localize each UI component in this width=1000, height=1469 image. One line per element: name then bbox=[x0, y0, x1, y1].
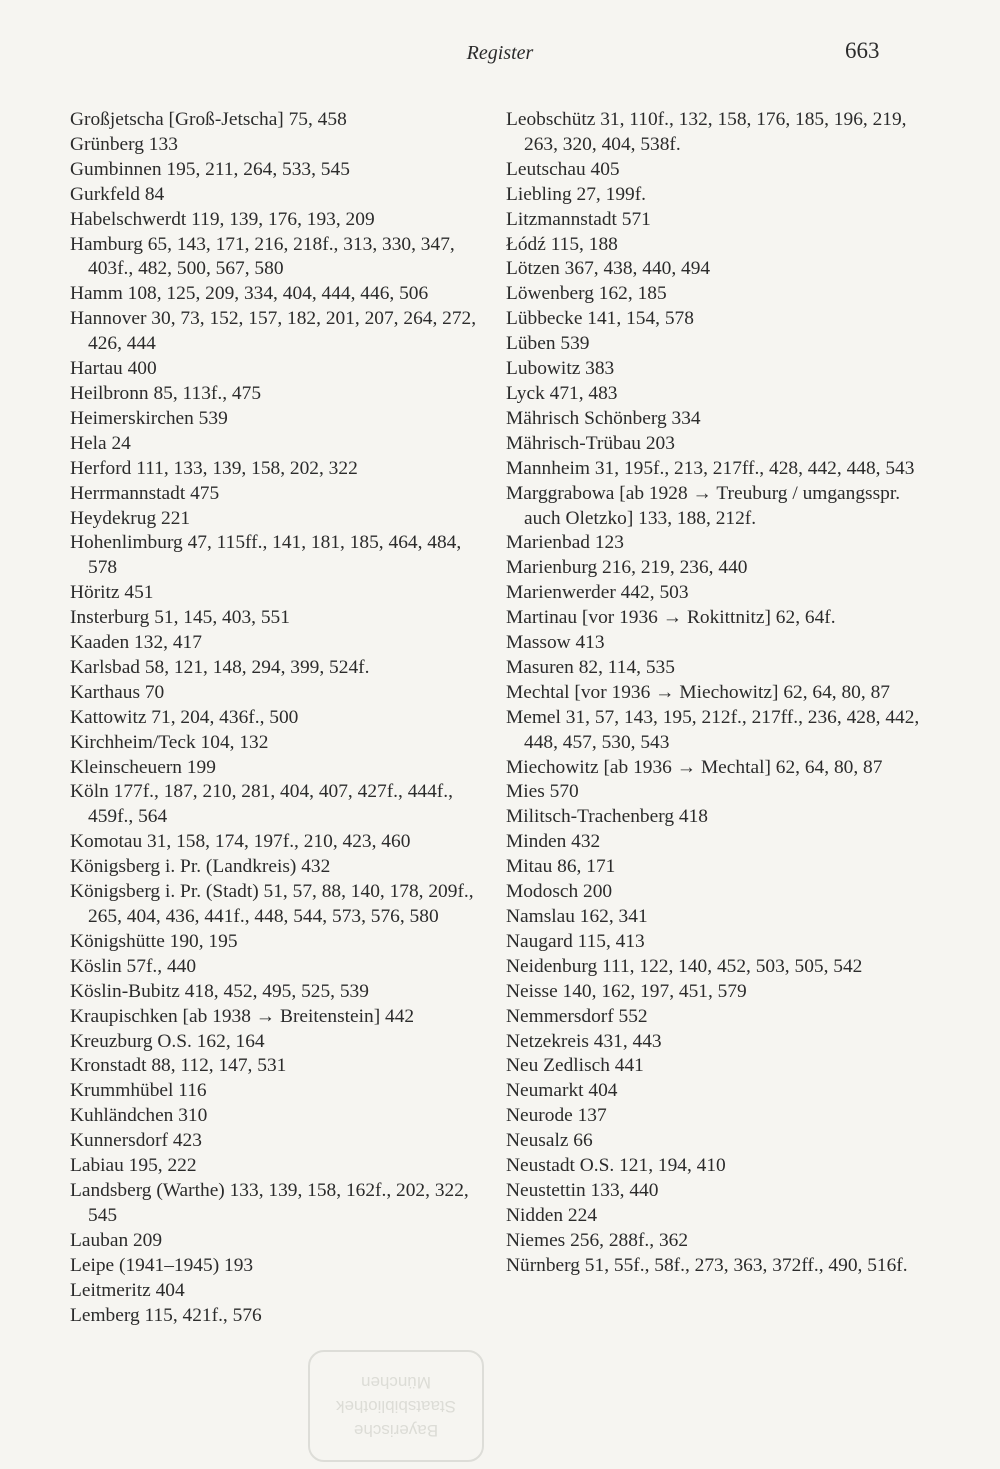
index-entry: Gumbinnen 195, 211, 264, 533, 545 bbox=[70, 158, 350, 180]
index-entry: Heilbronn 85, 113f., 475 bbox=[70, 382, 262, 404]
index-entry: Hamburg 65, 143, 171, 216, 218f., 313, 330, 347, 403f., 482, 500, 567, 580 bbox=[70, 233, 455, 280]
index-entry: Lyck 471, 483 bbox=[506, 382, 618, 404]
index-entry: Landsberg (Warthe) 133, 139, 158, 162f., 202, 322, 545 bbox=[70, 1179, 469, 1226]
index-column-left bbox=[70, 108, 495, 1328]
index-entry: Mährisch-Trübau 203 bbox=[506, 432, 675, 454]
index-entry: Leobschütz 31, 110f., 132, 158, 176, 185, 196, 219, 263, 320, 404, 538f. bbox=[506, 109, 907, 155]
index-entry: Karlsbad 58, 121, 148, 294, 399, 524f. bbox=[70, 656, 370, 678]
index-entry: Namslau 162, 341 bbox=[506, 906, 648, 927]
index-entry: Krummhübel 116 bbox=[70, 1080, 207, 1102]
index-entry: Hohenlimburg 47, 115ff., 141, 181, 185, 464, 484, 578 bbox=[70, 532, 462, 579]
index-entry: Lötzen 367, 438, 440, 494 bbox=[506, 258, 711, 280]
index-entry: Heimerskirchen 539 bbox=[70, 407, 228, 429]
index-entry: Niemes 256, 288f., 362 bbox=[506, 1229, 689, 1251]
index-entry: Kuhländchen 310 bbox=[70, 1105, 208, 1127]
index-entry: Köslin-Bubitz 418, 452, 495, 525, 539 bbox=[70, 980, 369, 1002]
index-entry: Königsberg i. Pr. (Landkreis) 432 bbox=[70, 856, 331, 878]
index-entry: Neisse 140, 162, 197, 451, 579 bbox=[506, 980, 747, 1002]
index-entry: Heydekrug 221 bbox=[70, 507, 191, 529]
index-entry: Nidden 224 bbox=[506, 1204, 598, 1226]
index-entry: Löwenberg 162, 185 bbox=[506, 283, 667, 305]
index-entry: Marienburg 216, 219, 236, 440 bbox=[506, 557, 748, 579]
index-entry: Lübbecke 141, 154, 578 bbox=[506, 308, 694, 330]
index-entry: Naugard 115, 413 bbox=[506, 930, 645, 952]
index-entry: Kattowitz 71, 204, 436f., 500 bbox=[70, 706, 299, 728]
index-entry: Kraupischken [ab 1938 → Breitenstein] 442 bbox=[70, 1005, 415, 1027]
index-entry: Hannover 30, 73, 152, 157, 182, 201, 207, 264, 272, 426, 444 bbox=[70, 308, 477, 355]
index-entry: Leutschau 405 bbox=[506, 158, 620, 180]
index-entry: Kleinscheuern 199 bbox=[70, 756, 216, 778]
index-entry: Neusalz 66 bbox=[506, 1130, 593, 1152]
index-entry: Karthaus 70 bbox=[70, 681, 165, 703]
index-entry: Hamm 108, 125, 209, 334, 404, 444, 446, 506 bbox=[70, 283, 429, 305]
index-entry: Neurode 137 bbox=[506, 1105, 607, 1127]
index-entry: Kirchheim/Teck 104, 132 bbox=[70, 731, 269, 753]
index-entry: Kreuzburg O.S. 162, 164 bbox=[70, 1030, 265, 1052]
index-entry: Massow 413 bbox=[506, 632, 605, 654]
index-entry: Liebling 27, 199f. bbox=[506, 183, 647, 205]
index-entry: Netzekreis 431, 443 bbox=[506, 1030, 662, 1052]
index-entry: Lüben 539 bbox=[506, 333, 590, 355]
index-entry: Hela 24 bbox=[70, 432, 131, 454]
index-entry: Labiau 195, 222 bbox=[70, 1155, 197, 1177]
index-entry: Minden 432 bbox=[506, 831, 601, 853]
index-entry: Modosch 200 bbox=[506, 881, 613, 903]
running-header-title: Register bbox=[466, 42, 534, 64]
index-entry: Neustadt O.S. 121, 194, 410 bbox=[506, 1155, 726, 1177]
index-entry: Marienbad 123 bbox=[506, 532, 624, 554]
index-entry: Kunnersdorf 423 bbox=[70, 1130, 202, 1152]
index-entry: Kaaden 132, 417 bbox=[70, 632, 202, 654]
index-entry: Lauban 209 bbox=[70, 1229, 163, 1251]
stamp-line: Bayerische bbox=[353, 1421, 439, 1440]
index-entry: Nürnberg 51, 55f., 58f., 273, 363, 372ff., 490, 516f. bbox=[506, 1254, 908, 1276]
index-entry: Militsch-Trachenberg 418 bbox=[506, 806, 708, 828]
index-entry: Hartau 400 bbox=[70, 358, 157, 380]
index-entry: Martinau [vor 1936 → Rokittnitz] 62, 64f. bbox=[506, 607, 836, 629]
index-entry: Herrmannstadt 475 bbox=[70, 482, 220, 504]
index-entry: Köln 177f., 187, 210, 281, 404, 407, 427f., 444f., 459f., 564 bbox=[70, 781, 453, 828]
stamp-line: Staatsbibliothek bbox=[335, 1397, 457, 1416]
index-entry: Leipe (1941–1945) 193 bbox=[70, 1254, 254, 1276]
index-entry: Königsberg i. Pr. (Stadt) 51, 57, 88, 140, 178, 209f., 265, 404, 436, 441f., 448, 544, 573, 576, 580 bbox=[70, 881, 474, 927]
index-entry: Memel 31, 57, 143, 195, 212f., 217ff., 236, 428, 442, 448, 457, 530, 543 bbox=[506, 706, 920, 753]
library-stamp bbox=[308, 1350, 484, 1462]
index-entry: Leitmeritz 404 bbox=[70, 1279, 185, 1301]
index-entry: Mannheim 31, 195f., 213, 217ff., 428, 442, 448, 543 bbox=[506, 457, 915, 479]
index-entry: Litzmannstadt 571 bbox=[506, 208, 651, 230]
index-entry: Lemberg 115, 421f., 576 bbox=[70, 1304, 262, 1326]
index-entry: Neumarkt 404 bbox=[506, 1080, 618, 1102]
index-entry: Köslin 57f., 440 bbox=[70, 955, 197, 977]
index-entry: Neustettin 133, 440 bbox=[506, 1179, 659, 1201]
index-entry: Marienwerder 442, 503 bbox=[506, 582, 689, 604]
index-entry: Miechowitz [ab 1936 → Mechtal] 62, 64, 80, 87 bbox=[506, 756, 883, 778]
index-entry: Gurkfeld 84 bbox=[70, 183, 165, 205]
index-entry: Insterburg 51, 145, 403, 551 bbox=[70, 607, 290, 629]
index-entry: Neu Zedlisch 441 bbox=[506, 1055, 644, 1077]
index-entry: Mährisch Schönberg 334 bbox=[506, 407, 701, 429]
index-entry: Herford 111, 133, 139, 158, 202, 322 bbox=[70, 457, 358, 479]
stamp-line: München bbox=[361, 1373, 431, 1392]
index-entry: Komotau 31, 158, 174, 197f., 210, 423, 460 bbox=[70, 831, 411, 853]
index-entry: Grünberg 133 bbox=[70, 133, 178, 155]
index-entry: Łódź 115, 188 bbox=[506, 233, 618, 255]
index-entry: Marggrabowa [ab 1928 → Treuburg / umgangsspr. auch Oletzko] 133, 188, 212f. bbox=[506, 482, 901, 529]
index-entry: Mies 570 bbox=[506, 781, 579, 803]
index-entry: Großjetscha [Groß-Jetscha] 75, 458 bbox=[70, 109, 347, 130]
index-entry: Mechtal [vor 1936 → Miechowitz] 62, 64, 80, 87 bbox=[506, 681, 890, 703]
page-number: 663 bbox=[845, 38, 880, 63]
index-entry: Lubowitz 383 bbox=[506, 358, 615, 380]
index-entry: Neidenburg 111, 122, 140, 452, 503, 505, 542 bbox=[506, 955, 863, 977]
index-entry: Höritz 451 bbox=[70, 582, 154, 604]
index-entry: Masuren 82, 114, 535 bbox=[506, 656, 675, 678]
index-entry: Nemmersdorf 552 bbox=[506, 1005, 648, 1027]
index-entry: Mitau 86, 171 bbox=[506, 856, 616, 878]
index-entry: Kronstadt 88, 112, 147, 531 bbox=[70, 1055, 287, 1077]
index-entry: Habelschwerdt 119, 139, 176, 193, 209 bbox=[70, 208, 375, 230]
index-column-right bbox=[506, 108, 926, 1279]
index-entry: Königshütte 190, 195 bbox=[70, 930, 238, 952]
